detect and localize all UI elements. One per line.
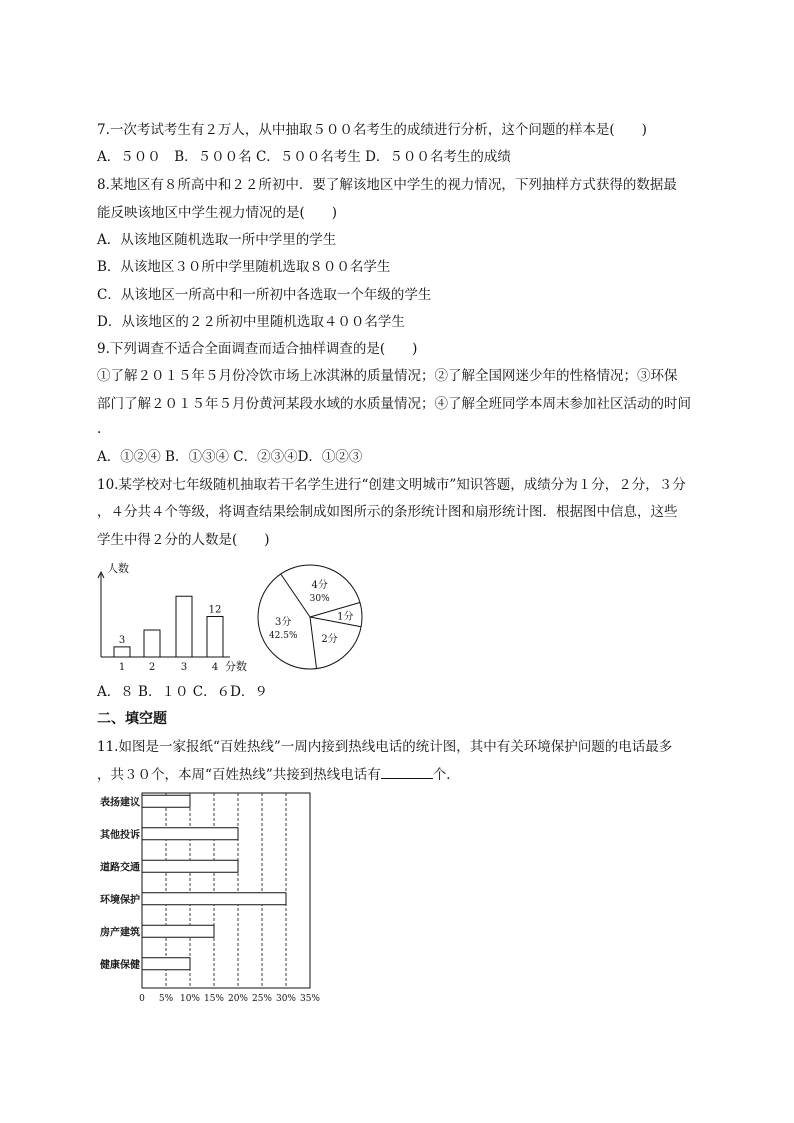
q10-bar-ylabel: 人数: [107, 562, 129, 575]
q10-bar-2: [144, 630, 160, 657]
q10-pie-label-0: 4分: [311, 580, 328, 592]
q11-tick-0: 0: [139, 994, 145, 1004]
q9-stem: 9.下列调查不适合全面调查而适合抽样调查的是( ): [97, 341, 418, 357]
q8-stem-line2: 能反映该地区中学生视力情况的是( ): [97, 205, 338, 221]
q11-category-3: 环境保护: [100, 894, 140, 906]
q10-bar-tick-3: 3: [180, 662, 188, 673]
q9-line2: 部门了解２０１５年５月份黄河某段水域的水质量情况；④了解全班同学本周末参加社区活动的时间: [97, 396, 691, 412]
q8-option-b: B．从该地区３０所中学里随机选取８００名学生: [97, 259, 391, 275]
section-heading: 二、填空题: [97, 711, 167, 727]
q11-tick-6: 30%: [275, 994, 297, 1004]
q10-bar-tick-4: 4: [211, 662, 219, 673]
q10-bar-chart: [95, 560, 255, 675]
q11-bar-4: [142, 925, 214, 937]
q11-category-4: 房产建筑: [100, 927, 140, 939]
q11-bar-1: [142, 828, 238, 840]
q11-line2-after: 个．: [432, 767, 460, 783]
q11-bar-5: [142, 958, 190, 970]
q9-line1: ①了解２０１５年５月份冷饮市场上冰淇淋的质量情况；②了解全国网迷少年的性格情况；③环保: [97, 368, 678, 384]
q8-option-d: D．从该地区的２２所初中里随机选取４００名学生: [97, 314, 405, 330]
q11-bar-2: [142, 860, 238, 872]
q10-pie-label-1: 1分: [337, 611, 354, 623]
q10-bar-xlabel: 分数: [225, 660, 247, 673]
q11-line2-before: ，共３０个，本周“百姓热线”共接到热线电话有: [97, 767, 381, 783]
q11-answer-blank: [381, 766, 433, 779]
q9-options: A．①②④ B．①③④ C．②③④D．①②③: [97, 449, 363, 465]
q9-line3: .: [97, 421, 102, 437]
q10-pie-pct-0: 30%: [309, 594, 330, 605]
q10-line1: 10.某学校对七年级随机抽取若干名学生进行“创建文明城市”知识答题，成绩分为１分，２分，３分: [97, 477, 686, 493]
q10-bar-label-1: 3: [118, 634, 126, 646]
q10-options: A．８ B．１０ C．６D．９: [97, 684, 268, 700]
q10-bar-1: [114, 647, 130, 657]
q10-pie-chart: [255, 560, 370, 675]
q10-line2: ，４分共４个等级，将调查结果绘制成如图所示的条形统计图和扇形统计图．根据图中信息，这些: [97, 504, 678, 520]
q11-tick-7: 35%: [299, 994, 321, 1004]
q7-options: A．５００ B．５００名 C．５００名考生 D．５００名考生的成绩: [97, 149, 511, 165]
q10-pie-label-3: 3分: [275, 617, 292, 629]
q10-bar-label-4: 12: [208, 604, 222, 616]
q10-bar-3: [176, 596, 192, 657]
q10-bar-tick-1: 1: [118, 662, 126, 673]
q8-option-a: A．从该地区随机选取一所中学里的学生: [97, 232, 337, 248]
q10-line3: 学生中得２分的人数是( ): [97, 532, 270, 548]
q11-tick-3: 15%: [203, 994, 225, 1004]
q11-tick-2: 10%: [179, 994, 201, 1004]
q8-stem-line1: 8.某地区有８所高中和２２所初中．要了解该地区中学生的视力情况，下列抽样方式获得的数据最: [97, 177, 677, 193]
q11-tick-4: 20%: [227, 994, 249, 1004]
q11-bar-3: [142, 893, 286, 905]
q7-stem: 7.一次考试考生有２万人，从中抽取５００名考生的成绩进行分析，这个问题的样本是( ): [97, 122, 647, 138]
q11-tick-5: 25%: [251, 994, 273, 1004]
q10-bar-tick-2: 2: [148, 662, 156, 673]
q11-line2: [97, 766, 460, 784]
q11-hbar-chart: [90, 788, 330, 1010]
q11-category-0: 表扬建议: [100, 797, 140, 809]
q11-category-5: 健康保健: [100, 959, 140, 971]
q11-category-1: 其他投诉: [100, 829, 140, 841]
q11-tick-1: 5%: [158, 994, 174, 1004]
q10-bar-4: [207, 617, 223, 658]
q10-pie-pct-3: 42.5%: [268, 631, 298, 642]
q11-bar-0: [142, 795, 190, 807]
q10-pie-label-2: 2分: [321, 633, 338, 645]
q11-line1: 11.如图是一家报纸“百姓热线”一周内接到热线电话的统计图，其中有关环境保护问题的电话最多: [97, 739, 673, 755]
q8-option-c: C．从该地区一所高中和一所初中各选取一个年级的学生: [97, 287, 432, 303]
q11-category-2: 道路交通: [100, 862, 140, 874]
